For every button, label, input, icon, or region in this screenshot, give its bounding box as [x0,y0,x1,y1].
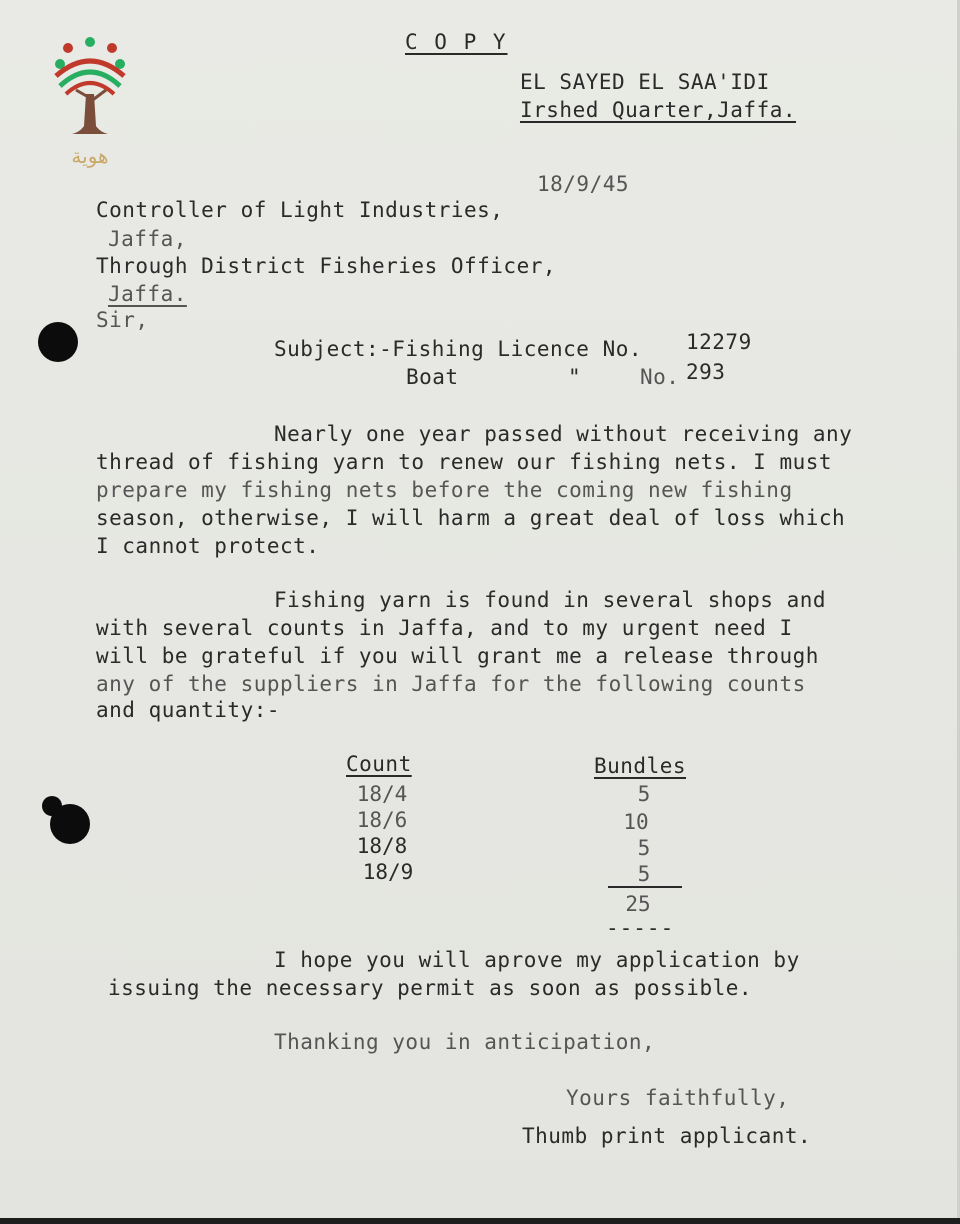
total-rule [608,886,682,888]
page-edge [0,1218,960,1224]
table-bundles-cell: 5 [637,782,651,806]
para1-line-2: thread of fishing yarn to renew our fishing nets. I must [96,450,833,474]
sender-name: EL SAYED EL SAA'IDI [520,70,770,94]
salutation: Sir, [96,308,149,332]
licence-number: 12279 [686,330,752,354]
para3-line-2: issuing the necessary permit as soon as possible. [108,976,753,1000]
table-total: 25 [625,892,651,916]
thanks-line: Thanking you in anticipation, [274,1030,656,1054]
table-header-count: Count [346,752,412,776]
copy-label: C O P Y [405,30,508,54]
ditto-mark: " [568,365,582,389]
total-dashes: ----- [606,916,675,940]
family-tree-logo-icon [50,36,130,146]
boat-number: 293 [686,360,726,384]
logo-text: هوية [71,144,109,168]
table-bundles-cell: 5 [637,836,651,860]
para2-line-5: and quantity:- [96,698,281,722]
para2-line-1: Fishing yarn is found in several shops and [274,588,827,612]
subject-label: Subject:-Fishing Licence No. [274,337,643,361]
recipient-line-2: Jaffa, [108,227,187,251]
recipient-line-4: Jaffa. [108,282,187,306]
boat-label: Boat [406,365,459,389]
signature-line: Thumb print applicant. [522,1124,812,1148]
para2-line-2: with several counts in Jaffa, and to my urgent need I [96,616,793,640]
table-count-cell: 18/9 [362,860,414,884]
table-header-bundles: Bundles [594,754,687,778]
para3-line-1: I hope you will aprove my application by [274,948,800,972]
table-bundles-cell: 5 [637,862,651,886]
sender-address: Irshed Quarter,Jaffa. [520,98,797,122]
punch-hole [42,796,62,816]
para2-line-3: will be grateful if you will grant me a release through [96,644,819,668]
letter-date: 18/9/45 [537,172,630,196]
yours-faithfully: Yours faithfully, [566,1086,790,1110]
table-count-cell: 18/4 [356,782,408,806]
para1-line-5: I cannot protect. [96,534,320,558]
recipient-line-3: Through District Fisheries Officer, [96,254,557,278]
table-count-cell: 18/8 [356,834,408,858]
punch-hole [38,322,78,362]
logo [50,36,130,196]
para2-line-4: any of the suppliers in Jaffa for the following counts [96,672,806,696]
para1-line-4: season, otherwise, I will harm a great deal of loss which [96,506,846,530]
boat-no-label: No. [640,365,680,389]
table-bundles-cell: 10 [623,810,649,834]
recipient-line-1: Controller of Light Industries, [96,198,504,222]
para1-line-1: Nearly one year passed without receiving any [274,422,853,446]
table-count-cell: 18/6 [356,808,408,832]
para1-line-3: prepare my fishing nets before the coming new fishing [96,478,793,502]
